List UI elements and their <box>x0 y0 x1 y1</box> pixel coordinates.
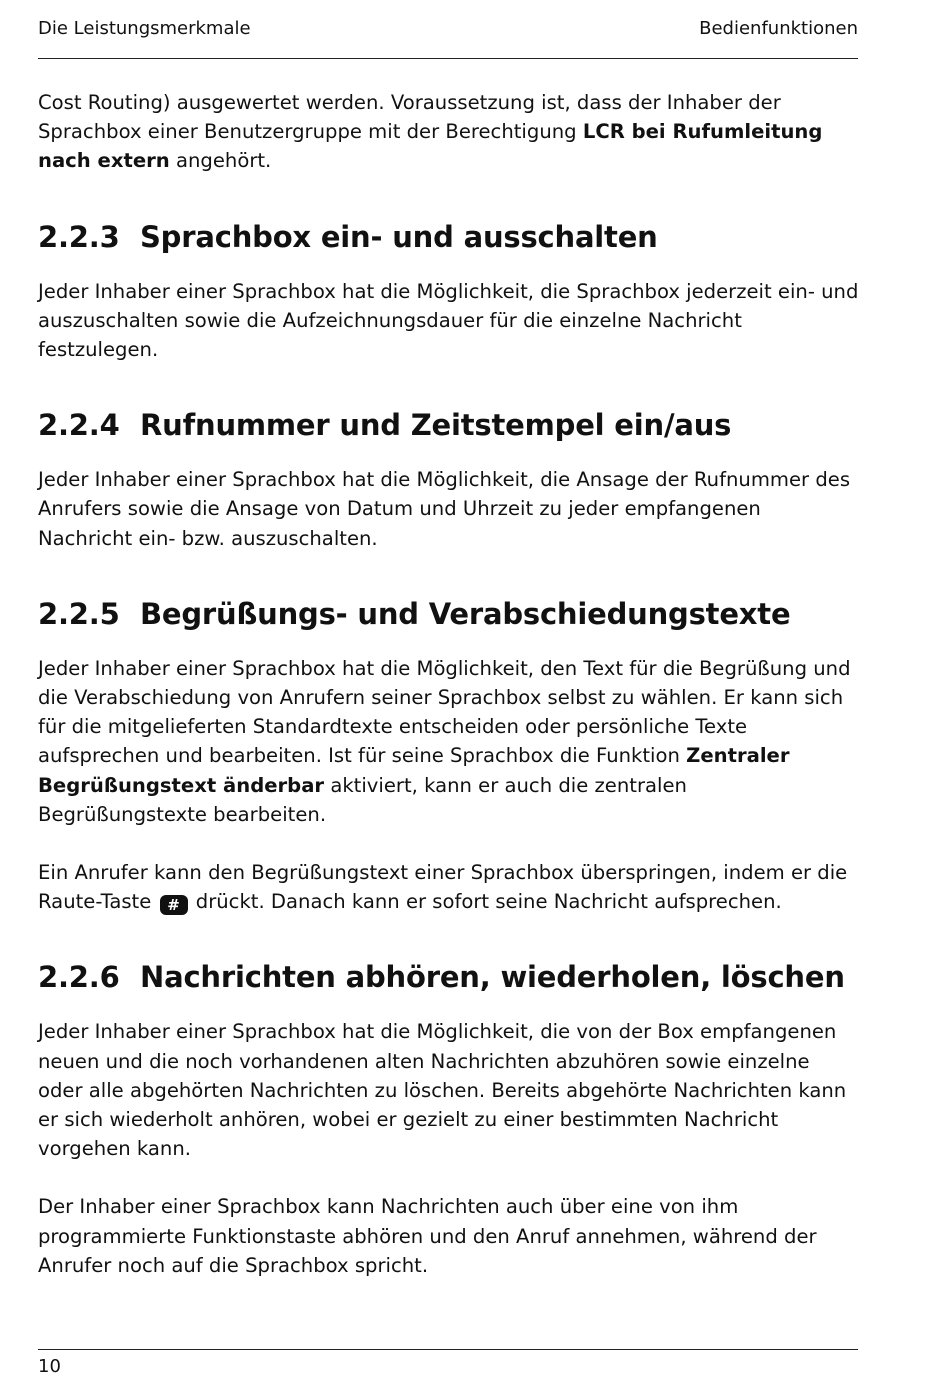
paragraph-2-2-6-b: Der Inhaber einer Sprachbox kann Nachrichten auch über eine von ihm programmierte Funktionstaste abhören und den Anruf annehmen, während der Anrufer noch auf die Sprachbox spricht. <box>38 1195 817 1277</box>
section-number: 2.2.5 <box>38 596 120 631</box>
section-title: Begrüßungs- und Verabschiedungstexte <box>140 596 791 631</box>
intro-bold-term: LCR bei Rufumleitung nach extern <box>38 120 823 173</box>
paragraph-2-2-5-b: Ein Anrufer kann den Begrüßungstext einer Sprachbox überspringen, indem er die Raute-Taste # drückt. Danach kann er sofort seine Nachricht aufsprechen. <box>38 861 848 915</box>
section-title: Nachrichten abhören, wiederholen, löschen <box>140 960 845 995</box>
heading-2-2-5 <box>38 596 860 632</box>
section-title: Rufnummer und Zeitstempel ein/aus <box>140 408 732 443</box>
section-number: 2.2.6 <box>38 960 120 995</box>
hash-key-icon: # <box>160 895 188 915</box>
page-number: 10 <box>38 1356 61 1377</box>
intro-paragraph: Cost Routing) ausgewertet werden. Voraussetzung ist, dass der Inhaber der Sprachbox einer Benutzergruppe mit der Berechtigung LCR bei Rufumleitung nach extern angehört. <box>38 91 823 173</box>
page-content <box>38 88 860 1280</box>
section-number: 2.2.3 <box>38 219 120 254</box>
paragraph-2-2-6-a: Jeder Inhaber einer Sprachbox hat die Möglichkeit, die von der Box empfangenen neuen und die noch vorhandenen alten Nachrichten abzuhören sowie einzelne oder alle abgehörten Nachrichten zu löschen. Bereits abgehörte Nachrichten kann er sich wiederholt anhören, wobei er gezielt zu einer bestimmten Nachricht vorgehen kann. <box>38 1020 847 1161</box>
header-chapter: Die Leistungsmerkmale <box>38 18 251 39</box>
page-footer <box>38 1349 858 1377</box>
section-title: Sprachbox ein- und ausschalten <box>140 219 658 254</box>
heading-2-2-3 <box>38 219 860 255</box>
paragraph-2-2-3: Jeder Inhaber einer Sprachbox hat die Möglichkeit, die Sprachbox jederzeit ein- und auszuschalten sowie die Aufzeichnungsdauer für die einzelne Nachricht festzulegen. <box>38 279 859 362</box>
section-number: 2.2.4 <box>38 408 120 443</box>
page-header <box>38 12 858 59</box>
bold-term: Zentraler Begrüßungstext änderbar <box>38 744 790 797</box>
header-section: Bedienfunktionen <box>699 18 858 39</box>
heading-2-2-4 <box>38 407 860 443</box>
heading-2-2-6 <box>38 959 860 995</box>
paragraph-2-2-4: Jeder Inhaber einer Sprachbox hat die Möglichkeit, die Ansage der Rufnummer des Anrufers sowie die Ansage von Datum und Uhrzeit zu jeder empfangenen Nachricht ein- bzw. auszuschalten. <box>38 468 851 550</box>
paragraph-2-2-5-a: Jeder Inhaber einer Sprachbox hat die Möglichkeit, den Text für die Begrüßung und die Verabschiedung von Anrufern seiner Sprachbox selbst zu wählen. Er kann sich für die mitgelieferten Standardtexte entscheiden oder persönliche Texte aufsprechen und bearbeiten. Ist für seine Sprachbox die Funktion Zentraler Begrüßungstext änderbar aktiviert, kann er auch die zentralen Begrüßungstexte bearbeiten. <box>38 656 851 826</box>
